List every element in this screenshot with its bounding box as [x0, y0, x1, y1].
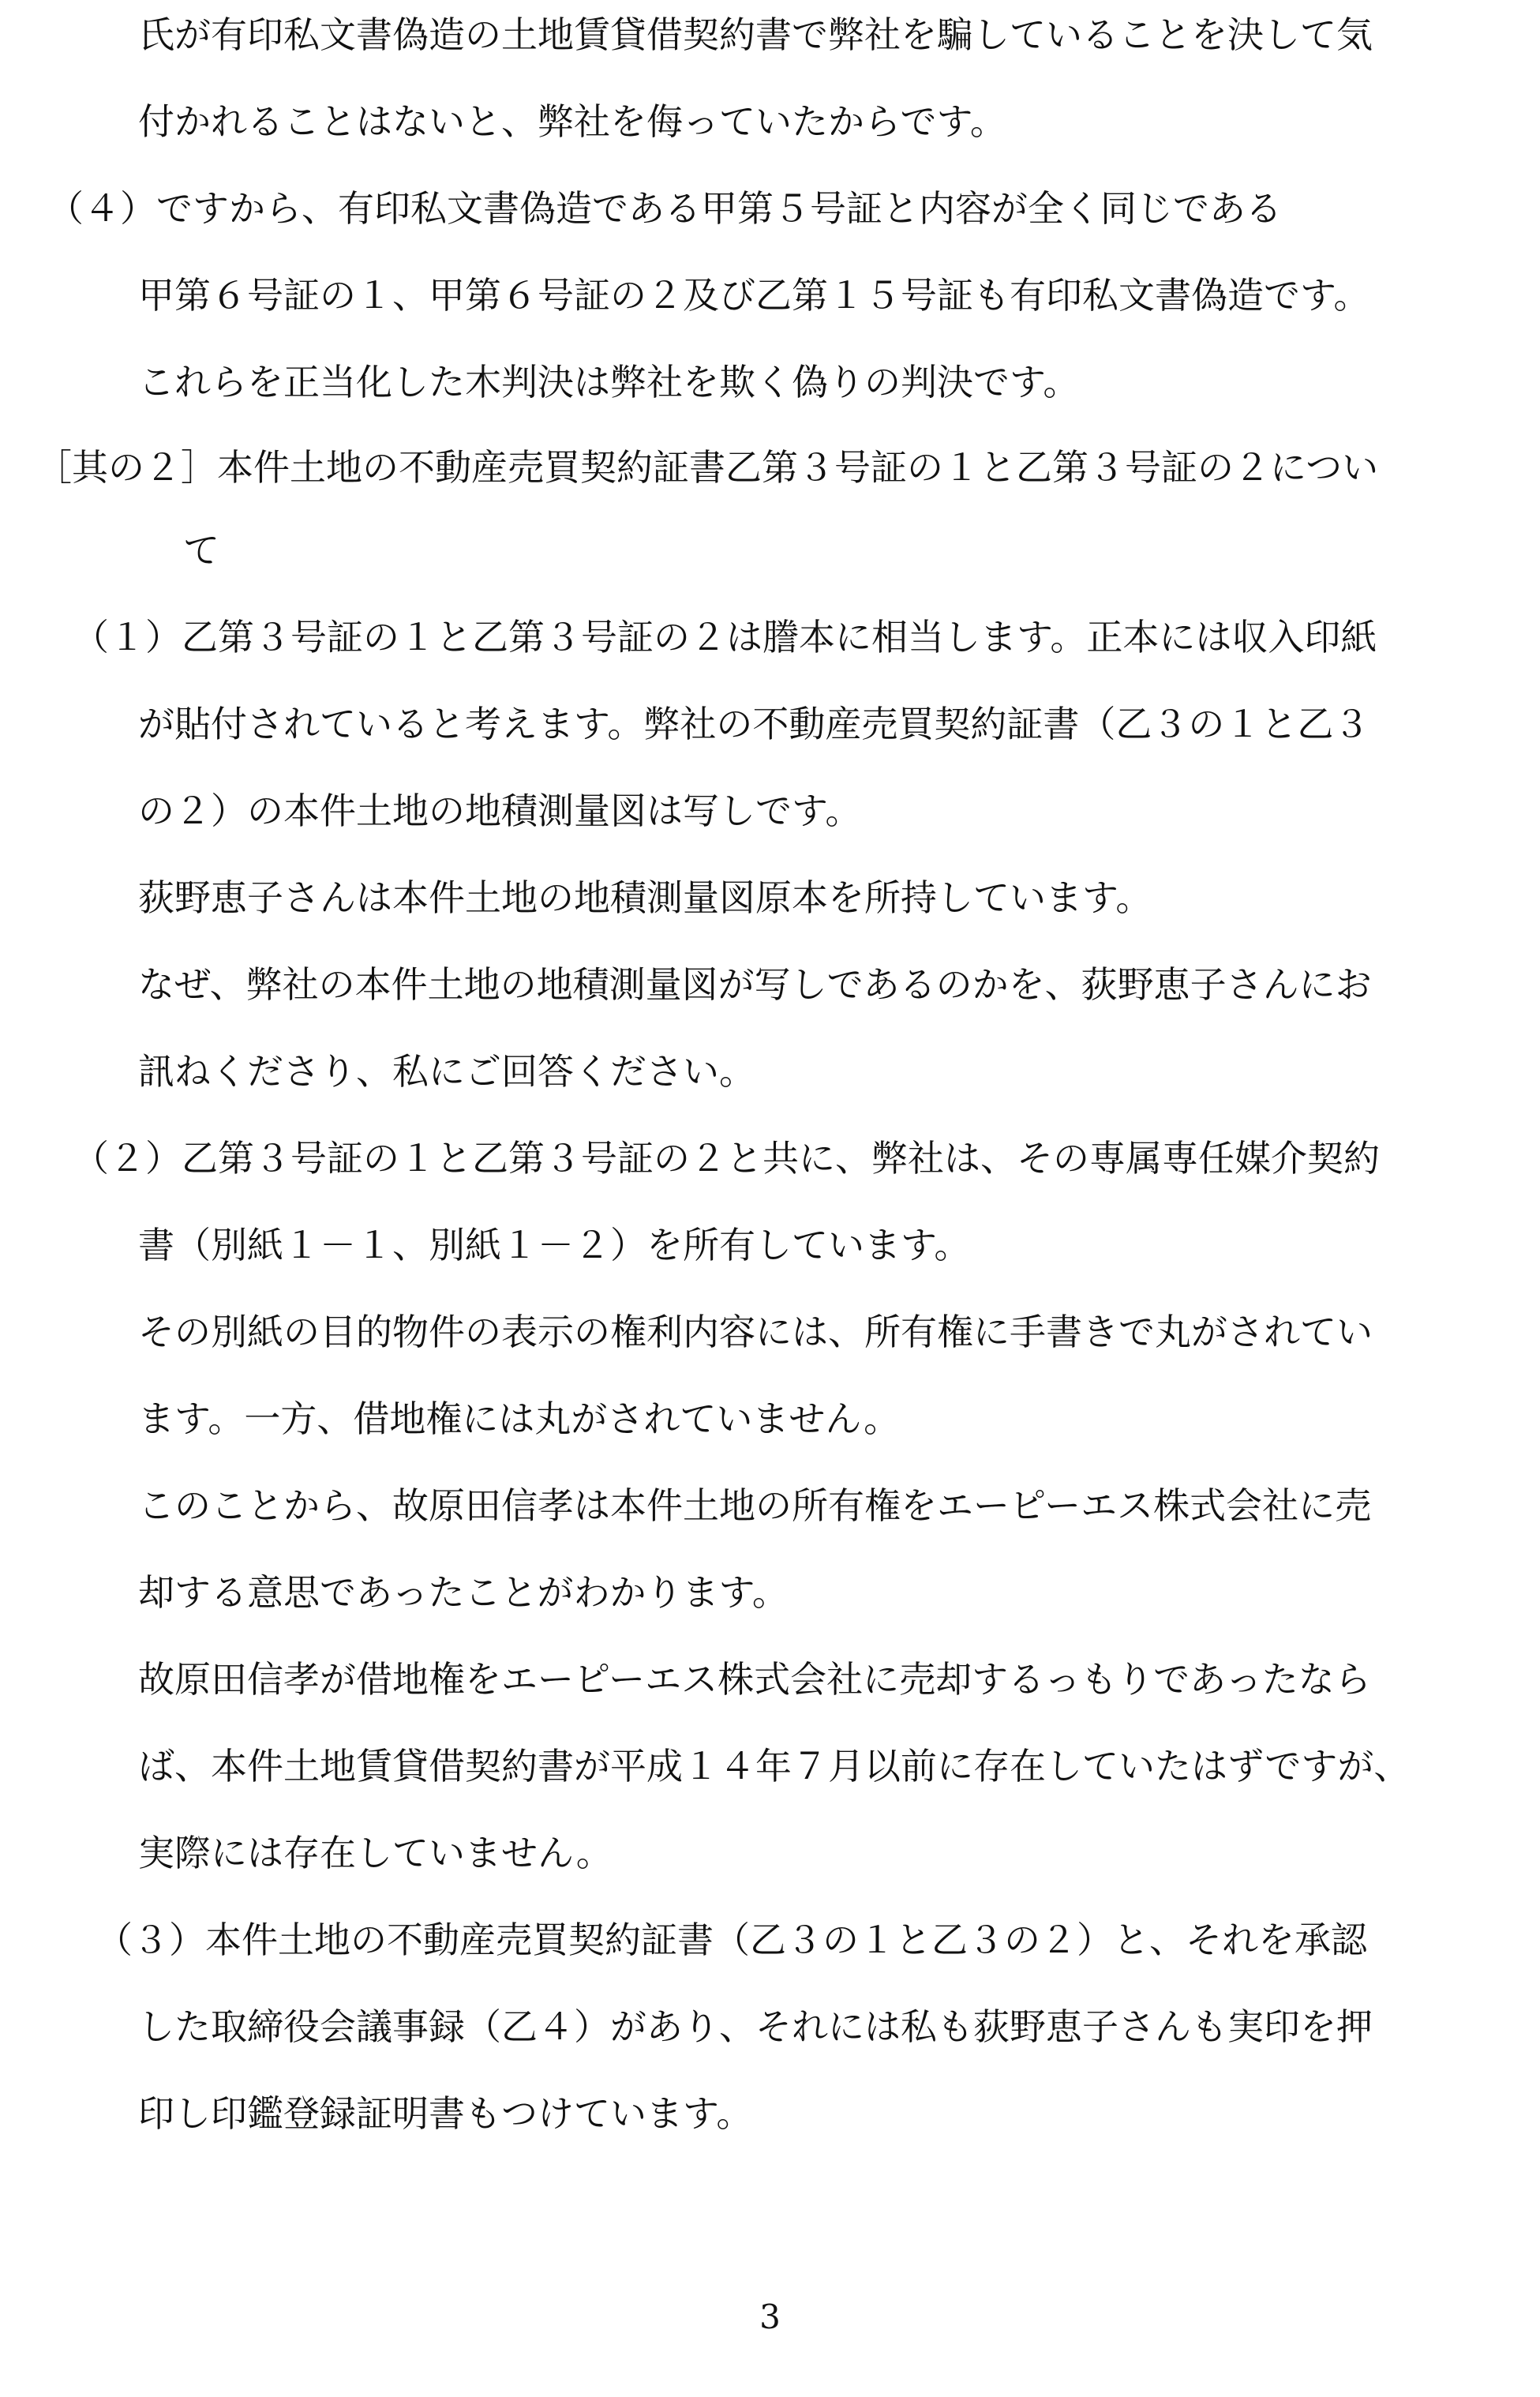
text-line: 実際には存在していません。	[138, 1832, 613, 1874]
text-line: 却する意思であったことがわかります。	[138, 1571, 789, 1614]
text-line: 故原田信孝が借地権をエーピーエス株式会社に売却するっもりであったなら	[138, 1658, 1371, 1701]
list-item-heading: （３）本件土地の不動産売買契約証書（乙３の１と乙３の２）と、それを承認	[96, 1919, 1367, 1961]
text-line: 書（別紙１－１、別紙１－２）を所有しています。	[138, 1224, 971, 1266]
section-heading: ［其の２］本件土地の不動産売買契約証書乙第３号証の１と乙第３号証の２につい	[36, 446, 1379, 489]
text-line: 付かれることはないと、弊社を侮っていたからです。	[138, 100, 1006, 143]
section-heading-continued: て	[183, 529, 219, 572]
text-line: 訊ねくださり、私にご回答ください。	[138, 1050, 755, 1093]
text-line: なぜ、弊社の本件土地の地積測量図が写しであるのかを、荻野恵子さんにお	[138, 963, 1372, 1006]
text-line: 荻野恵子さんは本件土地の地積測量図原本を所持しています。	[138, 876, 1152, 919]
text-line: 氏が有印私文書偽造の土地賃貸借契約書で弊社を騙していることを決して気	[138, 13, 1373, 56]
text-line: 印し印鑑登録証明書もつけています。	[138, 2092, 753, 2135]
list-item-heading: （１）乙第３号証の１と乙第３号証の２は謄本に相当します。正本には収入印紙	[73, 616, 1377, 658]
text-line: ます。一方、借地権には丸がされていません。	[138, 1397, 901, 1440]
text-line: ば、本件土地賃貸借契約書が平成１４年７月以前に存在していたはずですが、	[138, 1745, 1411, 1787]
page-number: 3	[759, 2298, 781, 2336]
text-line: このことから、故原田信孝は本件土地の所有権をエーピーエス株式会社に売	[138, 1484, 1372, 1527]
text-line: その別紙の目的物件の表示の権利内容には、所有権に手書きで丸がされてい	[138, 1311, 1373, 1353]
text-line: した取締役会議事録（乙４）があり、それには私も荻野恵子さんも実印を押	[138, 2005, 1373, 2048]
list-item-heading: （４）ですから、有印私文書偽造である甲第５号証と内容が全く同じである	[47, 187, 1282, 230]
text-line: 甲第６号証の１、甲第６号証の２及び乙第１５号証も有印私文書偽造です。	[138, 274, 1370, 317]
text-line: の２）の本件土地の地積測量図は写しです。	[138, 790, 862, 832]
list-item-heading: （２）乙第３号証の１と乙第３号証の２と共に、弊社は、その専属専任媒介契約	[73, 1137, 1380, 1180]
text-line: が貼付されていると考えます。弊社の不動産売買契約証書（乙３の１と乙３	[138, 703, 1370, 745]
text-line: これらを正当化した木判決は弊社を欺く偽りの判決です。	[138, 361, 1080, 403]
